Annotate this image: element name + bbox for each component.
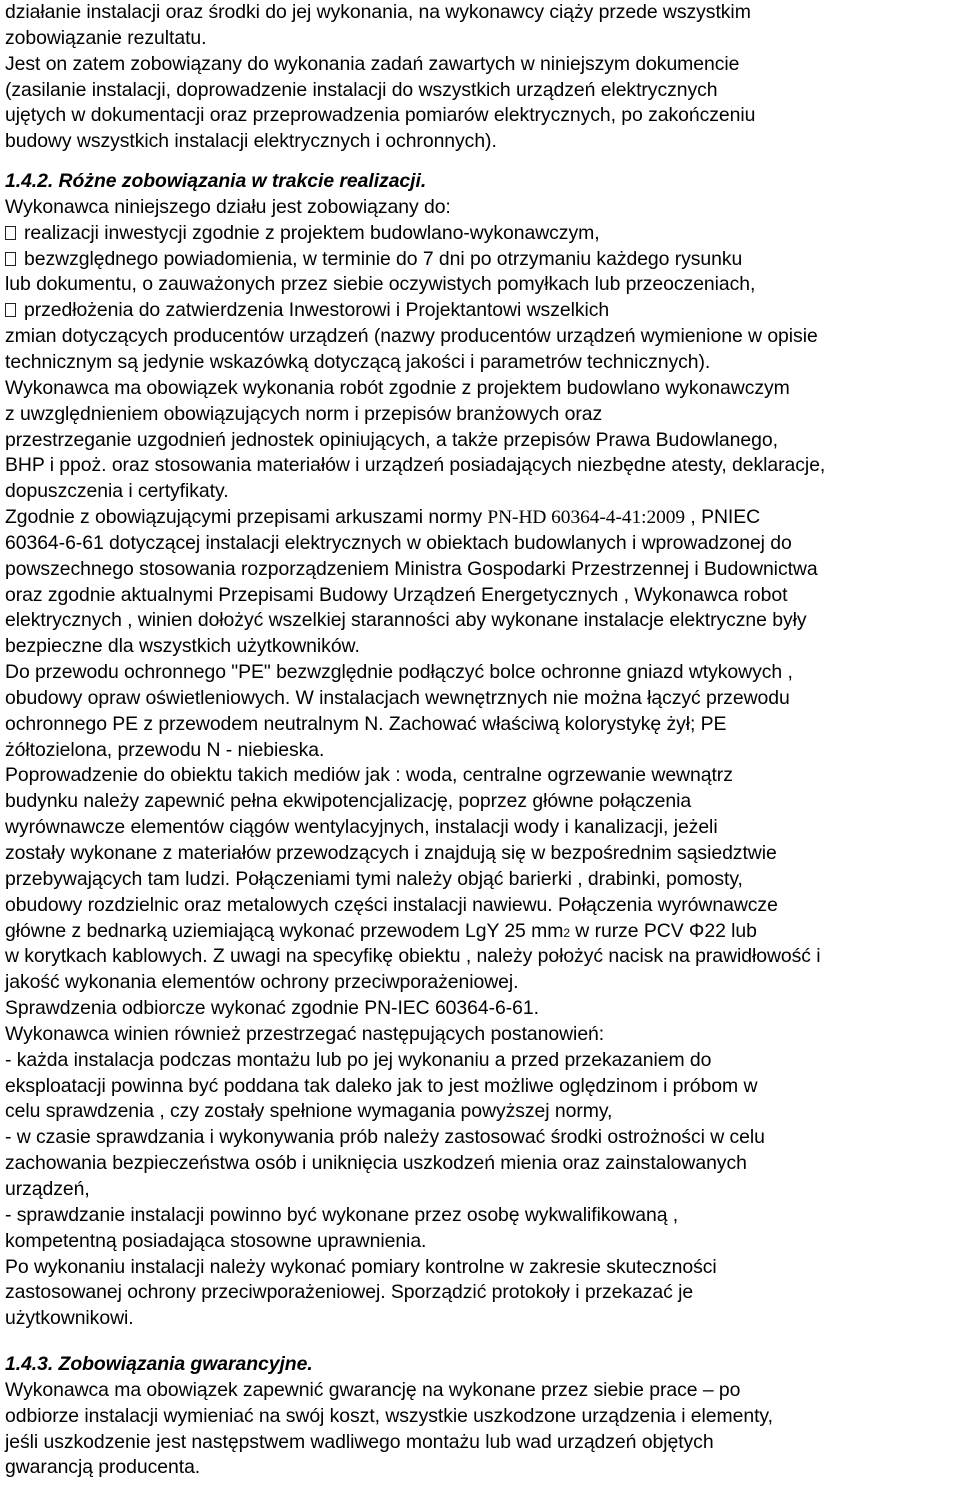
text-line: z uwzględnieniem obowiązujących norm i przepisów branżowych oraz — [5, 402, 603, 425]
mm-text-a: główne z bednarką uziemiającą wykonać przewodem LgY 25 mm — [5, 919, 564, 942]
bullet-text: przedłożenia do zatwierdzenia Inwestorowi i Projektantowi wszelkich — [24, 299, 610, 322]
bullet-box-icon — [5, 252, 16, 266]
text-line: - każda instalacja podczas montażu lub po jej wykonaniu a przed przekazaniem do — [5, 1048, 712, 1071]
norm-code: PN-HD 60364-4-41:2009 — [487, 507, 686, 529]
text-line: Jest on zatem zobowiązany do wykonania zadań zawartych w niniejszym dokumencie — [5, 52, 740, 75]
text-line: Sprawdzenia odbiorcze wykonać zgodnie PN-IEC 60364-6-61. — [5, 997, 539, 1020]
text-line: dopuszczenia i certyfikaty. — [5, 480, 229, 503]
text-line: przebywających tam ludzi. Połączeniami tymi należy objąć barierki , drabinki, pomosty, — [5, 867, 743, 890]
text-line: oraz zgodnie aktualnymi Przepisami Budowy Urządzeń Energetycznych , Wykonawca robot — [5, 583, 788, 606]
text-line: zachowania bezpieczeństwa osób i uniknięcia uszkodzeń mienia oraz zainstalowanych — [5, 1152, 747, 1175]
text-line: obudowy rozdzielnic oraz metalowych części instalacji nawiewu. Połączenia wyrównawcze — [5, 893, 778, 916]
text-line: Poprowadzenie do obiektu takich mediów jak : woda, centralne ogrzewanie wewnątrz — [5, 764, 733, 787]
text-line: budynku należy zapewnić pełna ekwipotencjalizację, poprzez główne połączenia — [5, 790, 692, 813]
text-line: 60364-6-61 dotyczącej instalacji elektrycznych w obiektach budowlanych i wprowadzonej do — [5, 531, 792, 554]
text-line: urządzeń, — [5, 1177, 90, 1200]
text-line: zmian dotyczących producentów urządzeń (nazwy producentów urządzeń wymienione w opisie — [5, 325, 818, 348]
text-line: Do przewodu ochronnego "PE" bezwzględnie podłączyć bolce ochronne gniazd wtykowych , — [5, 661, 793, 684]
text-line: Po wykonaniu instalacji należy wykonać pomiary kontrolne w zakresie skuteczności — [5, 1255, 717, 1278]
text-line: zastosowanej ochrony przeciwporażeniowej. Sporządzić protokoły i przekazać je — [5, 1281, 694, 1304]
text-line: ujętych w dokumentacji oraz przeprowadzenia pomiarów elektrycznych, po zakończeniu — [5, 104, 756, 127]
bullet-box-icon — [5, 226, 16, 240]
text-line: działanie instalacji oraz środki do jej wykonania, na wykonawcy ciąży przede wszystkim — [5, 1, 751, 23]
text-line: obudowy opraw oświetleniowych. W instalacjach wewnętrznych nie można łączyć przewodu — [5, 686, 790, 709]
text-line: zostały wykonane z materiałów przewodzących i znajdują się w bezpośrednim sąsiedztwie — [5, 842, 777, 864]
bullet-text: realizacji inwestycji zgodnie z projektem budowlano-wykonawczym, — [24, 221, 600, 244]
text-line: Wykonawca ma obowiązek wykonania robót zgodnie z projektem budowlano wykonawczym — [5, 376, 790, 399]
text-line: (zasilanie instalacji, doprowadzenie instalacji do wszystkich urządzeń elektrycznych — [5, 78, 718, 101]
text-line: kompetentną posiadająca stosowne uprawnienia. — [5, 1229, 427, 1252]
text-line: Wykonawca ma obowiązek zapewnić gwarancję na wykonane przez siebie prace – po — [5, 1378, 741, 1401]
section-heading-1-4-3: 1.4.3. Zobowiązania gwarancyjne. — [5, 1353, 313, 1376]
norm-text-c: , PNIEC — [685, 506, 761, 529]
text-line: - sprawdzanie instalacji powinno być wykonane przez osobę wykwalifikowaną , — [5, 1203, 679, 1226]
text-line: jakość wykonania elementów ochrony przeciwporażeniowej. — [5, 971, 519, 994]
mm-subscript: 2 — [563, 925, 570, 940]
text-line: żółtozielona, przewodu N - niebieska. — [5, 738, 325, 761]
text-line: ochronnego PE z przewodem neutralnym N. Zachować właściwą kolorystykę żył; PE — [5, 712, 727, 735]
bullet-item — [5, 221, 960, 247]
text-line: odbiorze instalacji wymieniać na swój koszt, wszystkie uszkodzone urządzenia i elementy, — [5, 1404, 773, 1427]
norm-text-a: Zgodnie z obowiązującymi przepisami arkuszami normy — [5, 506, 488, 529]
text-line: wyrównawcze elementów ciągów wentylacyjnych, instalacji wody i kanalizacji, jeżeli — [5, 816, 718, 839]
section-heading-1-4-2: 1.4.2. Różne zobowiązania w trakcie realizacji. — [5, 170, 427, 193]
mm-text-b: w rurze PCV Φ22 lub — [569, 919, 757, 942]
text-line: eksploatacji powinna być poddana tak daleko jak to jest możliwe oględzinom i próbom w — [5, 1074, 758, 1097]
text-line: elektrycznych , winien dołożyć wszelkiej staranności aby wykonane instalacje elektryczne były — [5, 609, 807, 632]
text-line: w korytkach kablowych. Z uwagi na specyfikę obiektu , należy położyć nacisk na prawidłowość i — [5, 945, 821, 968]
text-line: zobowiązanie rezultatu. — [5, 26, 207, 49]
bullet-item — [5, 298, 960, 324]
text-line: - w czasie sprawdzania i wykonywania prób należy zastosować środki ostrożności w celu — [5, 1126, 765, 1149]
text-line-norm — [5, 505, 960, 531]
text-line: BHP i ppoż. oraz stosowania materiałów i urządzeń posiadających niezbędne atesty, deklaracje, — [5, 454, 826, 477]
text-line: powszechnego stosowania rozporządzeniem Ministra Gospodarki Przestrzennej i Budownictwa — [5, 557, 818, 580]
bullet-text: bezwzględnego powiadomienia, w terminie do 7 dni po otrzymaniu każdego rysunku — [24, 247, 743, 270]
text-line: użytkownikowi. — [5, 1307, 134, 1330]
text-line: gwarancją producenta. — [5, 1456, 201, 1479]
text-line: Wykonawca winien również przestrzegać następujących postanowień: — [5, 1022, 605, 1045]
text-line: celu sprawdzenia , czy zostały spełnione wymagania powyższej normy, — [5, 1100, 613, 1123]
text-line-mm — [5, 919, 960, 945]
text-line: Wykonawca niniejszego działu jest zobowiązany do: — [5, 195, 451, 218]
text-line: jeśli uszkodzenie jest następstwem wadliwego montażu lub wad urządzeń objętych — [5, 1430, 714, 1453]
bullet-item — [5, 247, 960, 273]
text-line: lub dokumentu, o zauważonych przez siebie oczywistych pomyłkach lub przeoczeniach, — [5, 273, 756, 296]
document-page — [5, 0, 960, 1481]
text-line: technicznym są jedynie wskazówką dotyczącą jakości i parametrów technicznych). — [5, 350, 711, 373]
bullet-box-icon — [5, 303, 16, 317]
text-line: budowy wszystkich instalacji elektrycznych i ochronnych). — [5, 130, 497, 153]
text-line: przestrzeganie uzgodnień jednostek opiniujących, a także przepisów Prawa Budowlanego, — [5, 428, 778, 451]
text-line: bezpieczne dla wszystkich użytkowników. — [5, 635, 360, 658]
